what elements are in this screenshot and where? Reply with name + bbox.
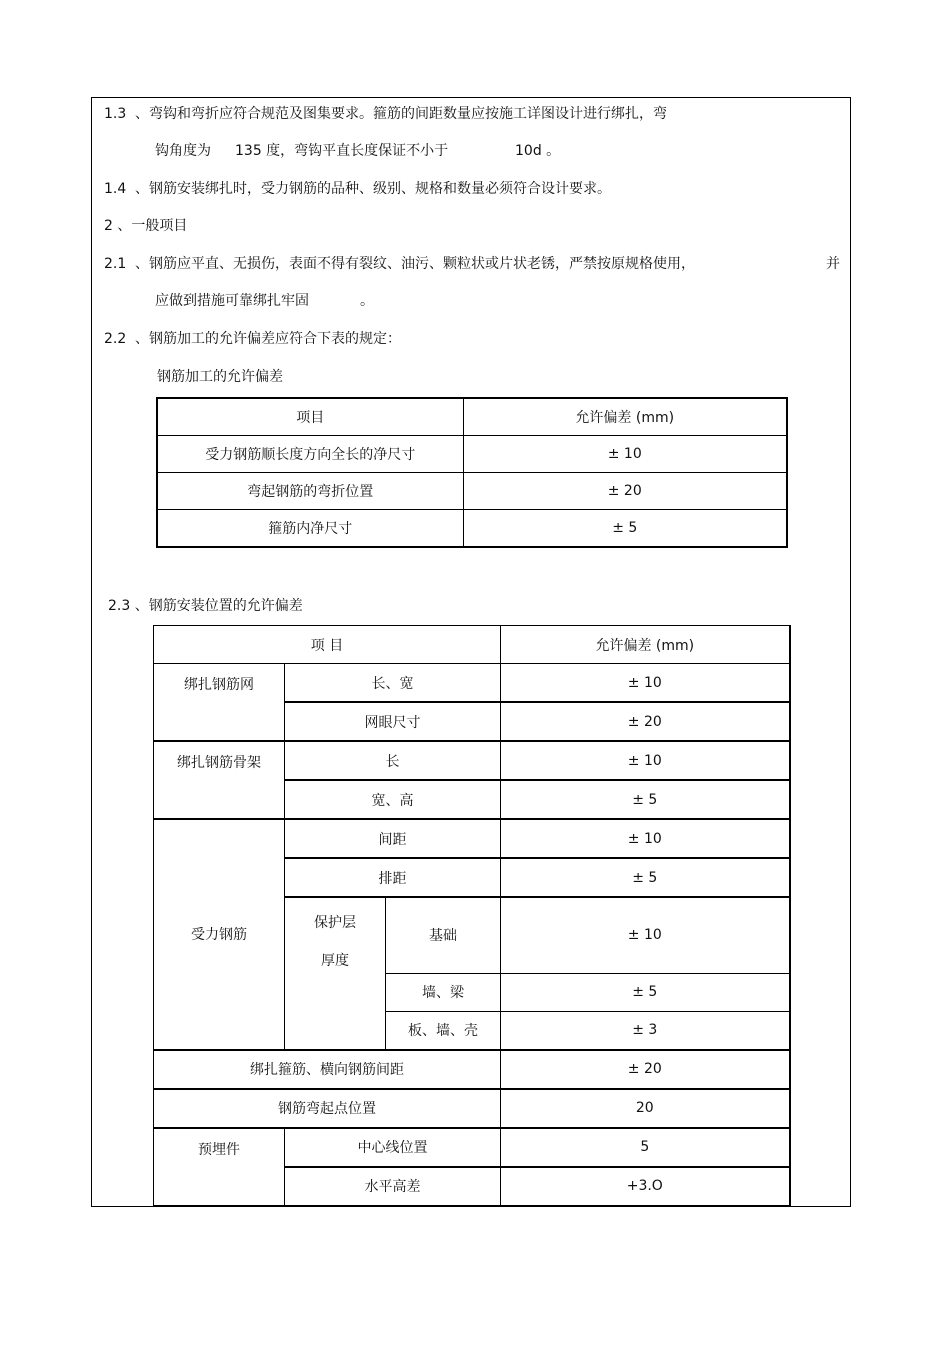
paragraph-text: 并 [826,256,840,272]
table-cell: ± 5 [501,780,790,819]
table-cell: ± 10 [501,819,790,858]
table-row [154,1128,790,1167]
table-row [154,664,790,703]
paragraph-text: 、钢筋安装绑扎时，受力钢筋的品种、级别、规格和数量必须符合设计要求。 [135,181,611,197]
table-cell: ± 20 [501,1050,790,1089]
table-row [157,473,787,510]
table-cell: 绑扎箍筋、横向钢筋间距 [154,1050,501,1089]
table-cell: 长 [285,741,501,780]
section-number: 1.3 [104,106,127,122]
table-cell: ± 20 [501,702,790,741]
table-cell: +3.O [501,1167,790,1206]
table-cell: 长、宽 [285,664,501,703]
table-cell: 板、墙、壳 [386,1011,501,1050]
table-header-cell: 允许偏差 (mm) [463,398,787,436]
table-header-row [157,398,787,436]
table-cell: 20 [501,1089,790,1128]
paragraph-text: 、钢筋加工的允许偏差应符合下表的规定： [135,331,401,347]
table-cell: 间距 [285,819,501,858]
cover-label-line: 保护层 [314,915,356,931]
paragraph-text: 钩角度为 [155,143,211,159]
table-cell: ± 10 [501,741,790,780]
paragraph-text: 。 [360,293,374,309]
table-header-cell: 项 目 [154,626,501,664]
table-cell: ± 5 [463,510,787,548]
group-label: 绑扎钢筋网 [154,664,285,742]
table-header-row [154,626,790,664]
table-caption: 钢筋加工的允许偏差 [157,369,283,385]
table-row [157,436,787,473]
table-header-cell: 项目 [157,398,463,436]
table-cell: 5 [501,1128,790,1167]
table-cell: ± 10 [463,436,787,473]
paragraph-text: 、弯钩和弯折应符合规范及图集要求。箍筋的间距数量应按施工详图设计进行绑扎，弯 [135,106,667,122]
section-heading: 2 、一般项目 [104,218,188,234]
table-cell: 宽、高 [285,780,501,819]
table-cell: 网眼尺寸 [285,702,501,741]
table-header-cell: 允许偏差 (mm) [501,626,790,664]
table-cell: ± 10 [501,664,790,703]
section-heading: 2.3 、钢筋安装位置的允许偏差 [108,598,303,614]
paragraph-text: 、钢筋应平直、无损伤，表面不得有裂纹、油污、颗粒状或片状老锈，严禁按原规格使用， [135,256,695,272]
paragraph-text: 135 度，弯钩平直长度保证不小于 [235,143,449,159]
table-cell: 基础 [386,897,501,973]
table-cell: 墙、梁 [386,973,501,1011]
installation-tolerance-table [153,625,791,1206]
cover-label-line: 厚度 [321,953,349,969]
table-cell: ± 3 [501,1011,790,1050]
table-cell: ± 20 [463,473,787,510]
table-row [154,741,790,780]
group-label: 受力钢筋 [154,819,285,1050]
table-row [157,510,787,548]
table-cell: 受力钢筋顺长度方向全长的净尺寸 [157,436,463,473]
section-number: 2.1 [104,256,127,272]
table-cell: 弯起钢筋的弯折位置 [157,473,463,510]
table-cell: 钢筋弯起点位置 [154,1089,501,1128]
paragraph-text: 10d 。 [515,143,561,159]
table-cell: 水平高差 [285,1167,501,1206]
paragraph-text: 应做到措施可靠绑扎牢固 [155,293,309,309]
table-row [154,819,790,858]
table-cell: ± 10 [501,897,790,973]
section-number: 1.4 [104,181,127,197]
table-cell: ± 5 [501,858,790,897]
group-label: 绑扎钢筋骨架 [154,741,285,819]
table-cell: 排距 [285,858,501,897]
table-cell: 中心线位置 [285,1128,501,1167]
table-cell: ± 5 [501,973,790,1011]
section-number: 2.2 [104,331,127,347]
cover-thickness-label [285,897,386,1050]
table-cell: 箍筋内净尺寸 [157,510,463,548]
group-label: 预埋件 [154,1128,285,1206]
table-row [154,1089,790,1128]
processing-tolerance-table [156,397,788,548]
table-row [154,1050,790,1089]
